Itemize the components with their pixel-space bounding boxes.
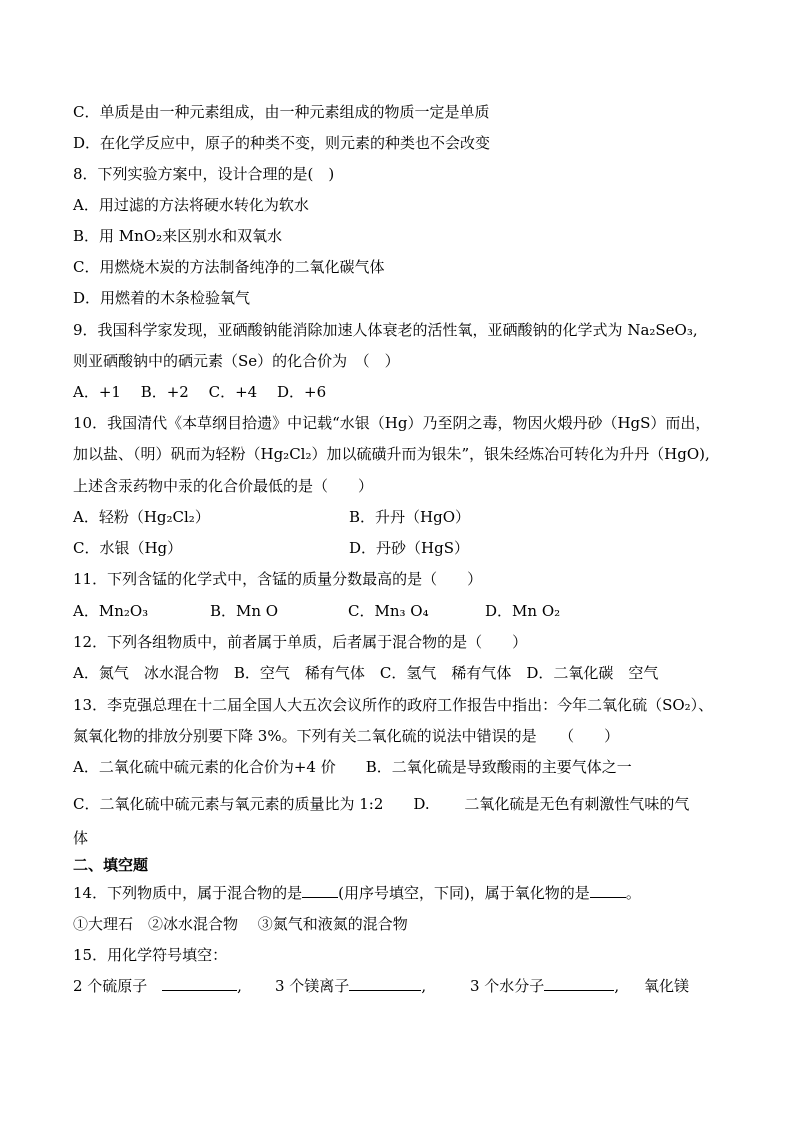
q13-options-cd-wrap: 体 <box>73 829 89 847</box>
q10-option-d: D．丹砂（HgS） <box>349 539 469 557</box>
q15-answer-blank-a[interactable] <box>162 976 237 991</box>
q15-answer-blank-c[interactable] <box>544 976 614 991</box>
q15-item-b: 3 个镁离子 , <box>275 977 427 995</box>
q15-label-b: 3 个镁离子 <box>275 977 350 995</box>
q8-option-a: A．用过滤的方法将硬水转化为软水 <box>73 196 309 214</box>
q10-stem-line1: 10．我国清代《本草纲目拾遗》中记载“水银（Hg）乃至阴之毒，物因火煅丹砂（HgS）而出， <box>73 414 711 432</box>
q14-materials: ①大理石 ②冰水混合物 ③氮气和液氮的混合物 <box>73 915 408 933</box>
q14-answer-blank-1[interactable] <box>302 883 338 898</box>
q9-options: A．+1 B．+2 C．+4 D．+6 <box>73 383 327 401</box>
q10-stem-line2: 加以盐、（明）矾而为轻粉（Hg₂Cl₂）加以硫磺升而为银朱”，银朱经炼冶可转化为升丹（HgO), <box>73 445 710 463</box>
q10-option-b: B．升丹（HgO） <box>349 508 471 526</box>
q14-text-part3: 。 <box>625 884 641 902</box>
q9-stem-line2: 则亚硒酸钠中的硒元素（Se）的化合价为 （ ） <box>73 352 400 370</box>
q7-option-d: D．在化学反应中，原子的种类不变，则元素的种类也不会改变 <box>73 134 491 152</box>
section-heading-fill-in: 二、填空题 <box>73 856 149 874</box>
q7-option-c: C．单质是由一种元素组成，由一种元素组成的物质一定是单质 <box>73 103 490 121</box>
q11-option-b: B．Mn O <box>210 602 279 620</box>
q11-option-c: C．Mn₃ O₄ <box>348 602 429 620</box>
q14-text-part1: 14．下列物质中，属于混合物的是 <box>73 884 303 902</box>
q12-stem: 12．下列各组物质中，前者属于单质，后者属于混合物的是（ ） <box>73 633 528 651</box>
q15-item-d: 氧化镁 <box>644 977 690 995</box>
q8-option-d: D．用燃着的木条检验氧气 <box>73 289 251 307</box>
q15-item-c: 3 个水分子 , <box>470 977 620 995</box>
q15-label-c: 3 个水分子 <box>470 977 545 995</box>
q13-stem-line2: 氮氧化物的排放分别要下降 3%。下列有关二氧化硫的说法中错误的是 （ ） <box>73 727 620 745</box>
q10-option-a: A．轻粉（Hg₂Cl₂） <box>73 508 210 526</box>
q13-stem-line1: 13．李克强总理在十二届全国人大五次会议所作的政府工作报告中指出：今年二氧化硫（SO₂）、 <box>73 696 714 714</box>
q11-option-d: D．Mn O₂ <box>485 602 561 620</box>
q13-options-cd: C．二氧化硫中硫元素与氧元素的质量比为 1:2 D. 二氧化硫是无色有刺激性气味的气 <box>73 795 690 813</box>
q15-answer-blank-b[interactable] <box>349 976 421 991</box>
q10-option-c: C．水银（Hg） <box>73 539 183 557</box>
q15-item-a: 2 个硫原子 , <box>73 977 242 995</box>
q12-options: A．氮气 冰水混合物 B．空气 稀有气体 C．氢气 稀有气体 D．二氧化碳 空气 <box>73 664 659 682</box>
q8-stem: 8．下列实验方案中，设计合理的是( ) <box>73 165 335 183</box>
q8-option-c: C．用燃烧木炭的方法制备纯净的二氧化碳气体 <box>73 258 385 276</box>
q9-stem-line1: 9．我国科学家发现，亚硒酸钠能消除加速人体衰老的活性氧，亚硒酸钠的化学式为 Na₂SeO₃, <box>73 321 698 339</box>
q15-label-a: 2 个硫原子 <box>73 977 148 995</box>
q8-option-b: B．用 MnO₂来区别水和双氧水 <box>73 227 283 245</box>
q13-options-ab: A．二氧化硫中硫元素的化合价为+4 价 B．二氧化硫是导致酸雨的主要气体之一 <box>73 758 632 776</box>
q14-text-part2: (用序号填空，下同)，属于氧化物的是 <box>338 884 590 902</box>
q10-stem-line3: 上述含汞药物中汞的化合价最低的是（ ） <box>73 477 374 495</box>
q11-option-a: A．Mn₂O₃ <box>73 602 149 620</box>
q14-stem <box>73 883 641 903</box>
q11-stem: 11．下列含锰的化学式中，含锰的质量分数最高的是（ ） <box>73 570 483 588</box>
q14-answer-blank-2[interactable] <box>590 883 626 898</box>
q15-stem: 15．用化学符号填空： <box>73 946 228 964</box>
